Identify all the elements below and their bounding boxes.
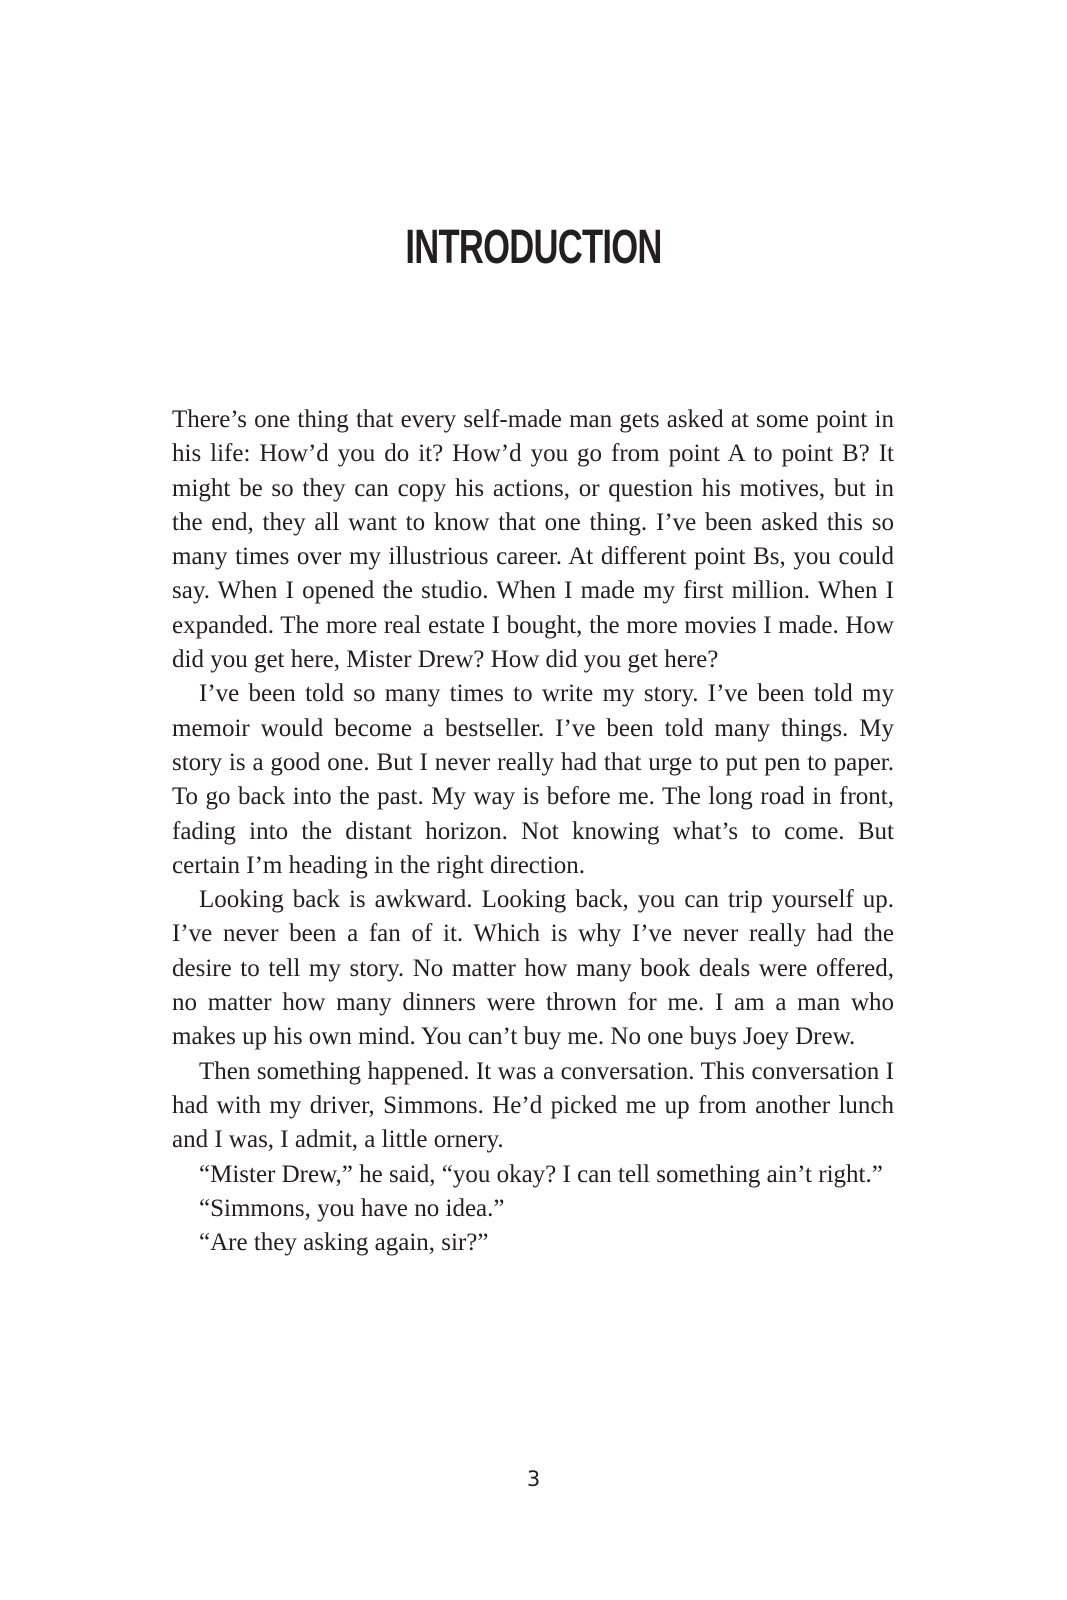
paragraph: Looking back is awkward. Looking back, you can trip yourself up. I’ve never been a fan of it. Which is why I’ve never really had the desire to tell my story. No matter how many book deals were offered, no matter how many dinners were thrown for me. I am a man who makes up his own mind. You can’t buy me. No one buys Joey Drew. bbox=[172, 886, 894, 1051]
dialogue-paragraph: “Mister Drew,” he said, “you okay? I can tell something ain’t right.” bbox=[199, 1160, 883, 1188]
dialogue-paragraph: “Simmons, you have no idea.” bbox=[199, 1194, 505, 1222]
chapter-title: INTRODUCTION bbox=[405, 221, 662, 274]
paragraph: I’ve been told so many times to write my story. I’ve been told my memoir would become a bestseller. I’ve been told many things. My story is a good one. But I never really had that urge to put pen to paper. To go back into the past. My way is before me. The long road in front, fading into the distant horizon. Not knowing what’s to come. But certain I’m heading in the right direction. bbox=[172, 680, 894, 879]
dialogue-paragraph: “Are they asking again, sir?” bbox=[199, 1229, 489, 1257]
paragraph: There’s one thing that every self-made man gets asked at some point in his life: How’d you do it? How’d you go from point A to point B? It might be so they can copy his actions, or question his motives, but in the end, they all want to know that one thing. I’ve been asked this so many times over my illustrious career. At different point Bs, you could say. When I opened the studio. When I made my first million. When I expanded. The more real estate I bought, the more movies I made. How did you get here, Mister Drew? How did you get here? bbox=[172, 406, 894, 674]
paragraph: Then something happened. It was a conversation. This conversation I had with my driver, Simmons. He’d picked me up from another lunch and I was, I admit, a little ornery. bbox=[172, 1057, 894, 1154]
chapter-body bbox=[172, 403, 894, 1260]
page-number: 3 bbox=[526, 1467, 541, 1491]
